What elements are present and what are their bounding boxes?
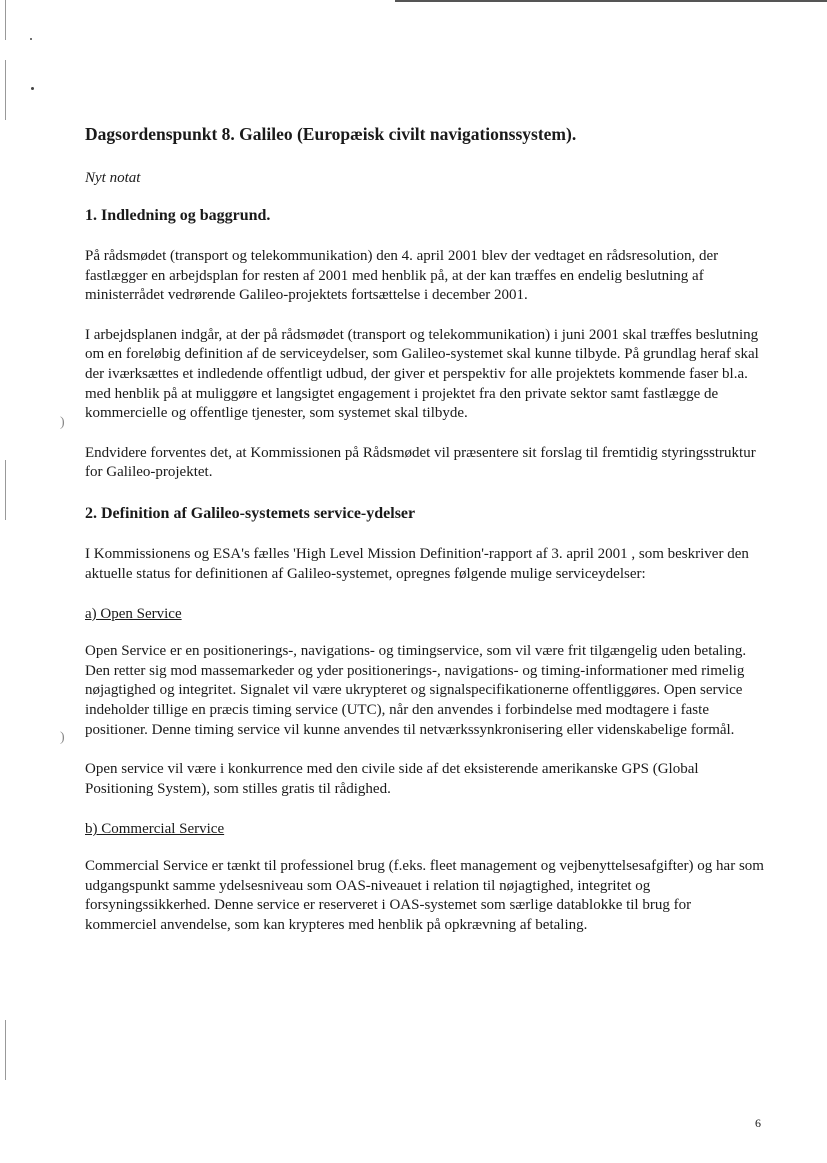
section-2-intro: I Kommissionens og ESA's fælles 'High Level Mission Definition'-rapport af 3. april 2001 , som beskriver den aktuelle status for definitionen af Galileo-systemet, opregnes følgende mulige serviceydelser:	[85, 545, 749, 582]
document-heading: Dagsordenspunkt 8. Galileo (Europæisk civilt navigationssystem).	[85, 124, 577, 144]
commercial-service-label: b) Commercial Service	[85, 821, 225, 838]
scan-bracket-mark: )	[60, 415, 65, 430]
document-body	[85, 121, 765, 956]
scan-bracket-mark: )	[60, 730, 65, 745]
section-1-paragraph: På rådsmødet (transport og telekommunikation) den 4. april 2001 blev der vedtaget en rådsresolution, der fastlægger en arbejdsplan for resten af 2001 med henblik på, at der kan træffes en endelig beslutning af ministerrådet vedrørende Galileo-projektets fortsættelse i december 2001.	[85, 248, 719, 304]
section-1-paragraph: Endvidere forventes det, at Kommissionen på Rådsmødet vil præsentere sit forslag til fremtidig styringsstruktur for Galileo-projektet.	[85, 444, 756, 481]
scan-speck	[30, 38, 32, 40]
open-service-paragraph: Open Service er en positionerings-, navigations- og timingservice, som vil være frit tilgængelig uden betaling. Den retter sig mod massemarkeder og yder positionerings-, navigations- og timing-informationer med rimelig nøjagtighed og integritet. Signalet vil være ukrypteret og signalspecifikationerne offentliggøres. Open service indeholder tillige en præcis timing service (UTC), når den anvendes i forbindelse med modtagere i faste positioner. Denne timing service vil kunne anvendes til netværkssynkronisering eller videnskabelige formål.	[85, 643, 747, 738]
note-label: Nyt notat	[85, 170, 141, 186]
scan-edge-mark	[5, 0, 6, 40]
commercial-service-paragraph: Commercial Service er tænkt til professionel brug (f.eks. fleet management og vejbenyttelsesafgifter) og har som udgangspunkt samme ydelsesniveau som OAS-niveauet i relation til nøjagtighed, integritet og forsyningssikkerhed. Denne service er reserveret i OAS-systemet som særlige datablokke til brug for kommerciel anvendelse, som kan krypteres med henblik på opkrævning af betaling.	[85, 858, 764, 934]
open-service-label: a) Open Service	[85, 606, 182, 623]
scan-speck	[31, 87, 34, 90]
open-service-paragraph: Open service vil være i konkurrence med den civile side af det eksisterende amerikanske GPS (Global Positioning System), som stilles gratis til rådighed.	[85, 761, 699, 797]
section-1-paragraph: I arbejdsplanen indgår, at der på rådsmødet (transport og telekommunikation) i juni 2001 skal træffes beslutning om en foreløbig definition af de serviceydelser, som Galileo-systemet skal kunne tilbyde. På grundlag heraf skal der iværksættes et indledende offentligt udbud, der giver et perspektiv for alle projektets kommende faser bl.a. med henblik på at muliggøre et langsigtet engagement i projektet fra den private sektor samt fastlægge de kommercielle og offentlige tjenester, som systemet skal tilbyde.	[85, 326, 759, 422]
page-number: 6	[755, 1116, 761, 1130]
scan-edge-mark	[5, 460, 6, 520]
scan-top-line	[395, 0, 827, 2]
section-1-title: 1. Indledning og baggrund.	[85, 207, 271, 224]
scan-edge-mark	[5, 60, 6, 120]
scan-edge-mark	[5, 1020, 6, 1080]
section-2-title: 2. Definition af Galileo-systemets service-ydelser	[85, 504, 416, 522]
